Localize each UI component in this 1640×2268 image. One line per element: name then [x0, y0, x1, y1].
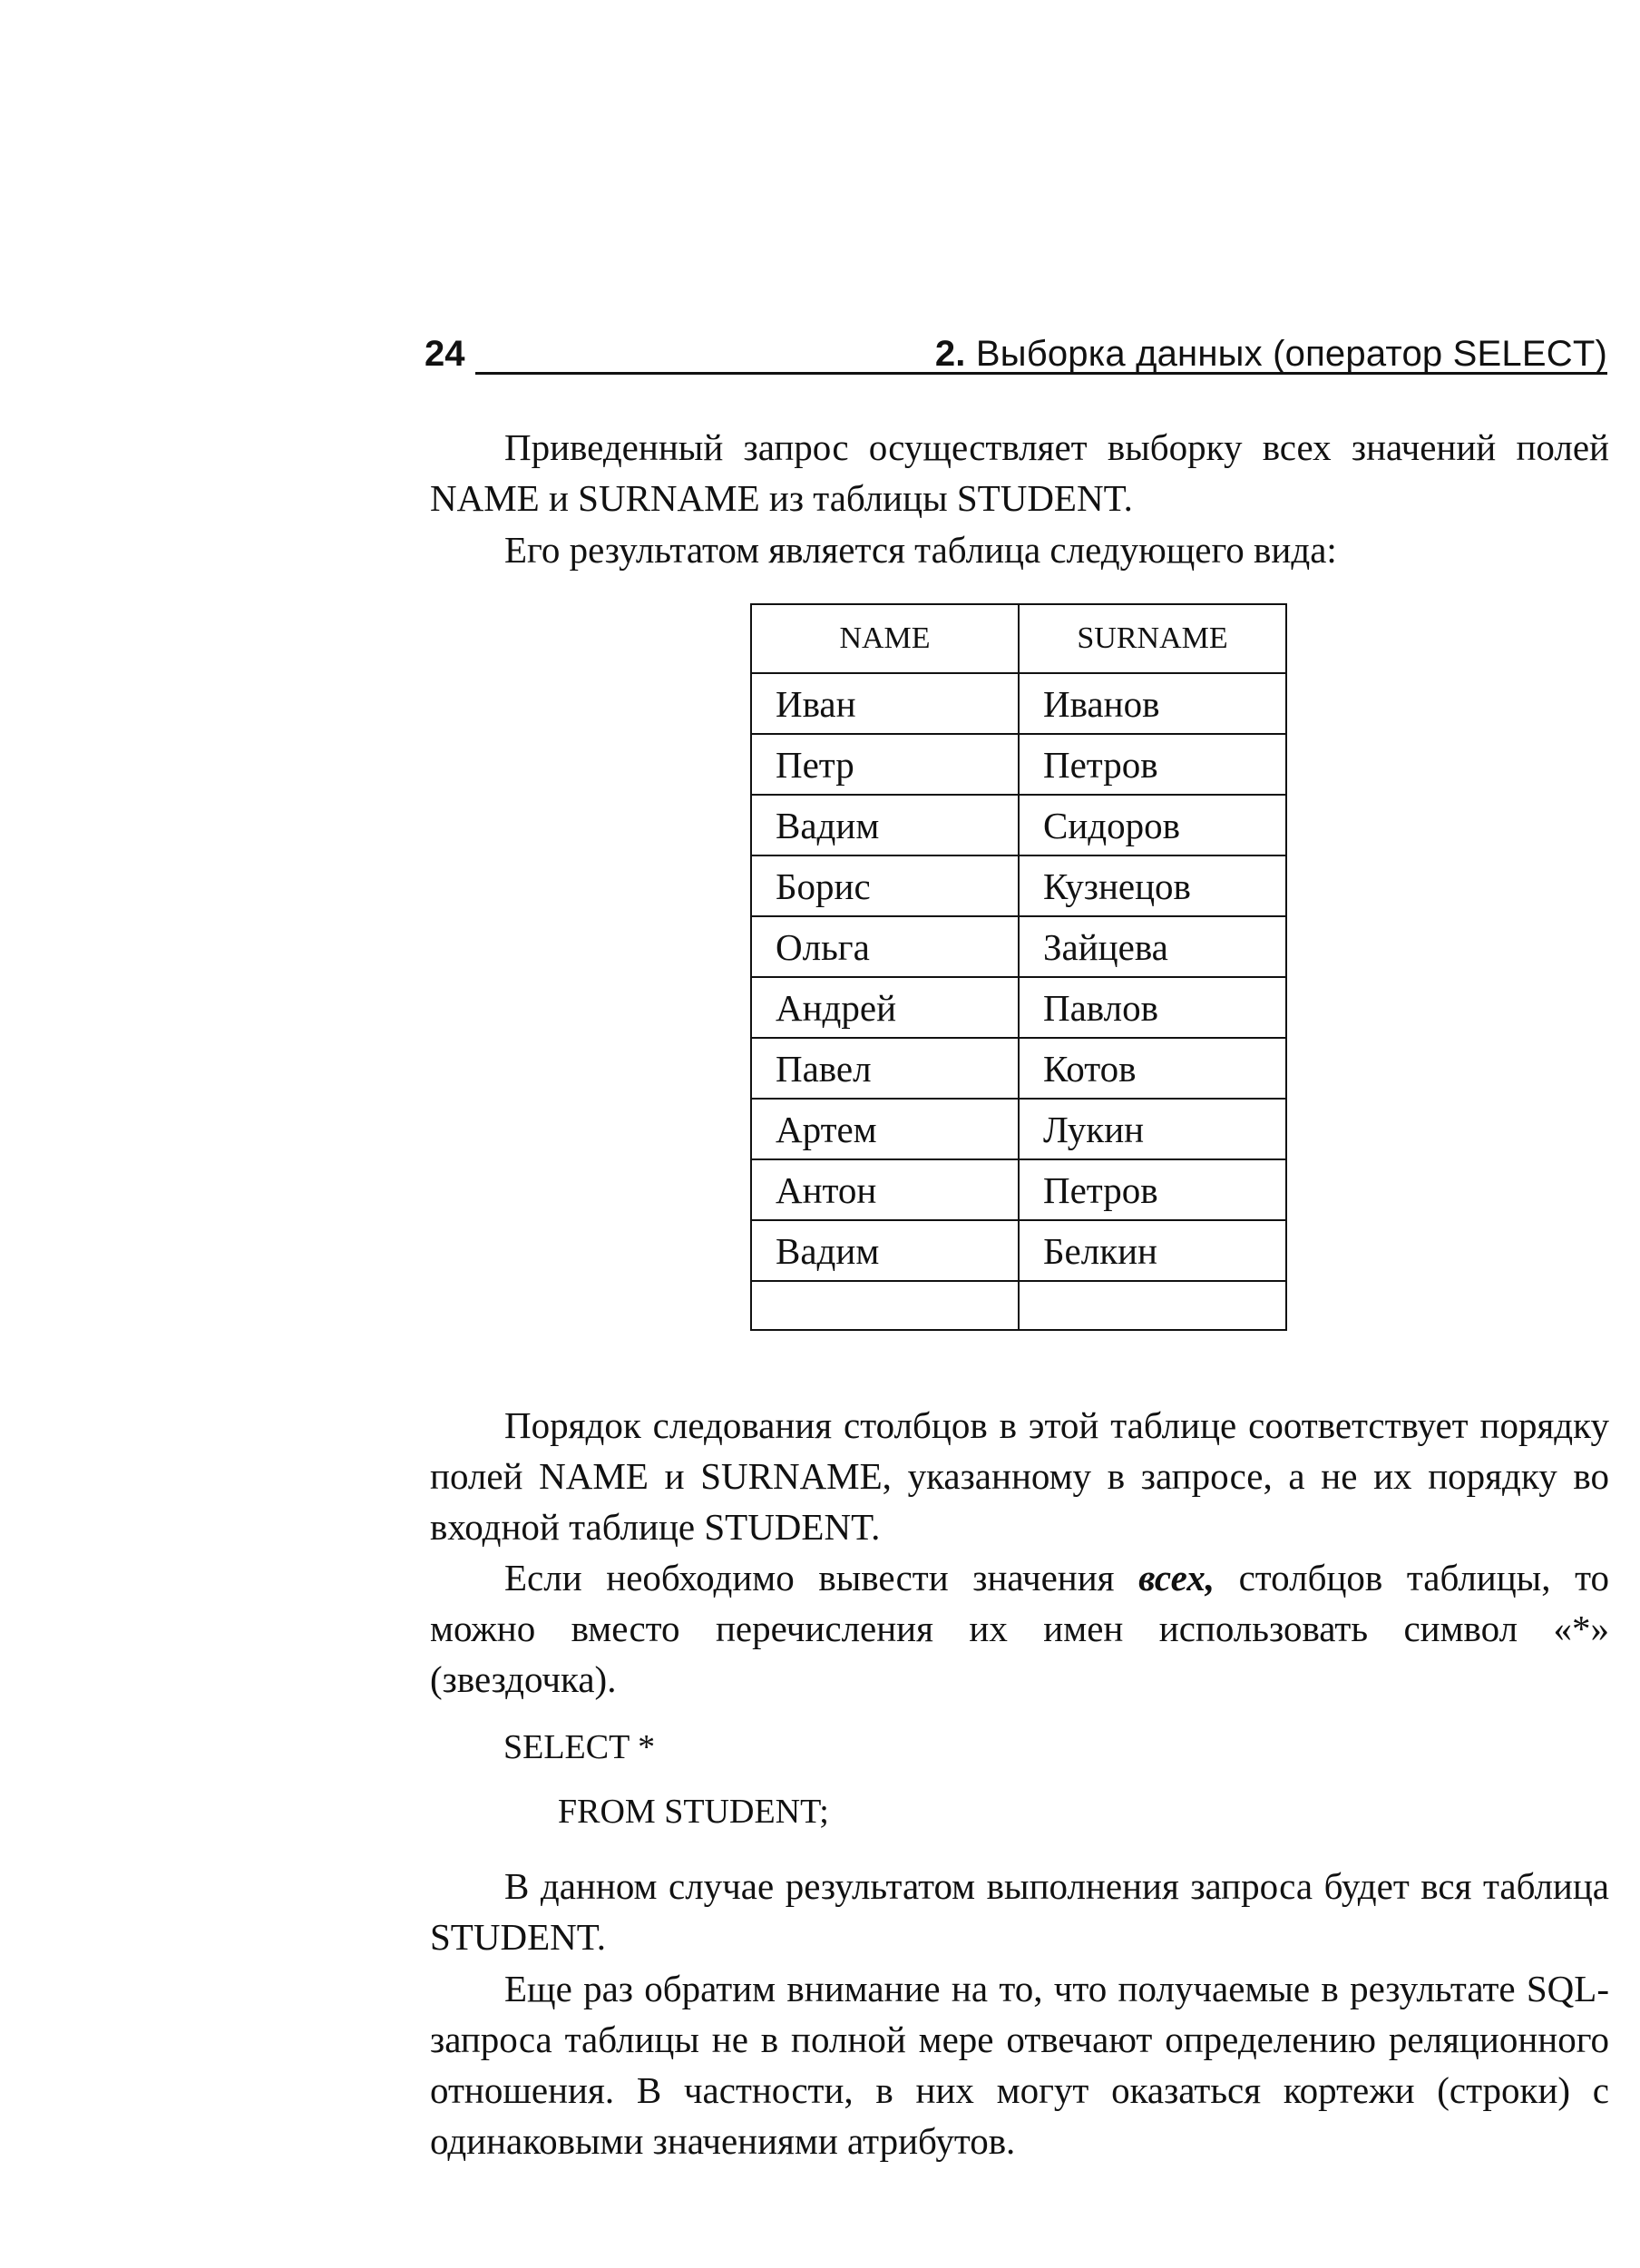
header-rule	[475, 372, 1607, 375]
cell-name: Ольга	[751, 916, 1019, 977]
cell-surname: Петров	[1019, 1159, 1286, 1220]
page-number: 24	[425, 334, 465, 374]
paragraph-result-intro: Его результатом является таблица следующего вида:	[504, 529, 1337, 571]
column-header-name: NAME	[751, 604, 1019, 673]
cell-name: Петр	[751, 734, 1019, 795]
cell-name: Андрей	[751, 977, 1019, 1038]
cell-name: Иван	[751, 673, 1019, 734]
cell-surname: Сидоров	[1019, 795, 1286, 855]
cell-surname: Петров	[1019, 734, 1286, 795]
emphasis-all: всех,	[1138, 1557, 1215, 1598]
cell-surname: Котов	[1019, 1038, 1286, 1099]
table-row	[751, 977, 1286, 1038]
table-header-row	[751, 604, 1286, 673]
cell-surname: Кузнецов	[1019, 855, 1286, 916]
paragraph-all-columns-end: столбцов таблицы, то можно вместо перечисления их имен использовать символ «*» (звездочка).	[430, 1557, 1609, 1700]
chapter-number: 2.	[934, 334, 966, 374]
table-row	[751, 1038, 1286, 1099]
sql-from-line: FROM STUDENT;	[558, 1793, 829, 1831]
table-row	[751, 734, 1286, 795]
paragraph-column-order: Порядок следования столбцов в этой таблице соответствует порядку полей NAME и SURNAME, указанному в запросе, а не их порядку во входной таблице STUDENT.	[430, 1404, 1609, 1548]
running-header-title	[935, 332, 1607, 376]
sql-select-line: SELECT *	[503, 1728, 656, 1766]
paragraph-query-description: Приведенный запрос осуществляет выборку всех значений полей NAME и SURNAME из таблицы STUDENT.	[430, 426, 1609, 519]
cell-name: Павел	[751, 1038, 1019, 1099]
paragraph-relational-note: Еще раз обратим внимание на то, что получаемые в результате SQL-запроса таблицы не в полной мере отвечают определению реляционного отношения. В частности, в них могут оказаться кортежи (строки) с одинаковыми значениями атрибутов.	[430, 1968, 1609, 2162]
paragraph-whole-table: В данном случае результатом выполнения запроса будет вся таблица STUDENT.	[430, 1865, 1609, 1958]
table-row	[751, 1220, 1286, 1281]
column-header-surname: SURNAME	[1019, 604, 1286, 673]
cell-surname: Иванов	[1019, 673, 1286, 734]
table-row	[751, 795, 1286, 855]
table-row	[751, 855, 1286, 916]
cell-name: Борис	[751, 855, 1019, 916]
paragraph-all-columns-start: Если необходимо вывести значения	[504, 1557, 1139, 1598]
table-row-empty	[751, 1281, 1286, 1330]
table-row	[751, 1159, 1286, 1220]
table-row	[751, 673, 1286, 734]
paragraph-all-columns	[430, 1552, 1609, 1705]
cell-surname: Павлов	[1019, 977, 1286, 1038]
cell-name	[751, 1281, 1019, 1330]
cell-surname: Лукин	[1019, 1099, 1286, 1159]
cell-surname	[1019, 1281, 1286, 1330]
table-row	[751, 1099, 1286, 1159]
page-header	[425, 332, 1607, 379]
result-table	[750, 603, 1287, 1331]
cell-surname: Белкин	[1019, 1220, 1286, 1281]
cell-name: Вадим	[751, 795, 1019, 855]
cell-name: Антон	[751, 1159, 1019, 1220]
table-row	[751, 916, 1286, 977]
cell-surname: Зайцева	[1019, 916, 1286, 977]
chapter-title: Выборка данных (оператор SELECT)	[975, 334, 1607, 374]
cell-name: Вадим	[751, 1220, 1019, 1281]
cell-name: Артем	[751, 1099, 1019, 1159]
